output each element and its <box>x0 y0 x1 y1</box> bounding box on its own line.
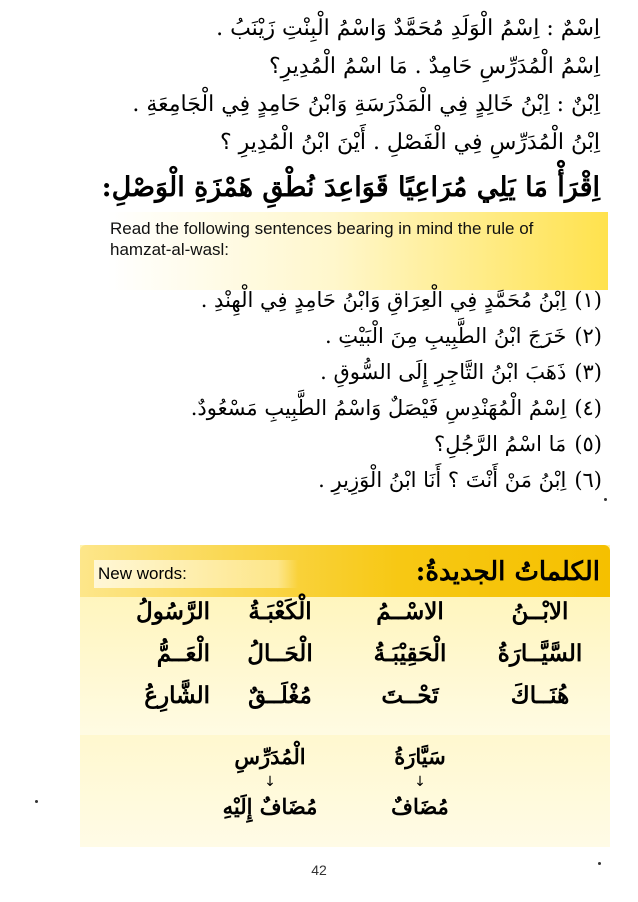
intro-line: اِبْنُ الْمُدَرِّسِ فِي الْفَصْلِ . أَيْنَ ابْنُ الْمُدِيرِ ؟ <box>219 130 600 155</box>
vocab-word: هُنَــاكَ <box>510 681 570 709</box>
vocab-word: الْحَقِيْبَـةُ <box>373 639 447 667</box>
intro-examples <box>40 10 600 162</box>
sentence-number: (٦) <box>574 468 602 492</box>
vocab-row <box>90 590 600 632</box>
sentence-item <box>120 354 602 390</box>
idafa-mudaf <box>350 741 490 823</box>
mudaf-example: سَيَّارَةُ <box>394 744 446 769</box>
sentence-text: خَرَجَ ابْنُ الطَّبِيبِ مِنَ الْبَيْتِ . <box>324 324 567 348</box>
sentence-item <box>120 426 602 462</box>
mudaf-ilayh-example: الْمُدَرِّسِ <box>234 744 306 769</box>
instruction-line-1: Read the following sentences bearing in mind the rule of <box>110 219 534 238</box>
vocab-word: الْكَعْبَـةُ <box>248 597 312 625</box>
vocab-word: تَحْــتَ <box>381 681 439 709</box>
vocab-row <box>90 674 600 716</box>
sentence-number: (٢) <box>574 324 602 348</box>
page-number: 42 <box>311 862 327 878</box>
vocab-grid <box>90 590 600 716</box>
vocab-arabic-title: الكلماتُ الجديدةُ: <box>415 557 600 587</box>
scan-speck <box>598 862 601 865</box>
sentence-text: اِبْنُ مُحَمَّدٍ فِي الْعِرَاقِ وَابْنُ حَامِدٍ فِي الْهِنْدِ . <box>200 288 567 312</box>
idafa-mudaf-ilayh <box>200 741 340 823</box>
sentence-item <box>120 282 602 318</box>
intro-line: اِبْنٌ : اِبْنُ خَالِدٍ فِي الْمَدْرَسَةِ وَابْنُ حَامِدٍ فِي الْجَامِعَةِ . <box>132 92 600 117</box>
vocab-word: السَّيَّــارَةُ <box>497 639 583 667</box>
instruction-text <box>110 218 600 260</box>
sentence-item <box>120 390 602 426</box>
scan-speck <box>35 800 38 803</box>
intro-line: اِسْمُ الْمُدَرِّسِ حَامِدٌ . مَا اسْمُ الْمُدِيرِ؟ <box>268 54 600 79</box>
vocab-word: مُغْلَــقٌ <box>248 681 312 709</box>
sentence-text: مَا اسْمُ الرَّجُلِ؟ <box>434 432 567 456</box>
vocab-word: الاسْــمُ <box>376 597 444 625</box>
down-arrow-icon: ↓ <box>264 774 276 790</box>
vocab-row <box>90 632 600 674</box>
sentence-text: اِبْنُ مَنْ أَنْتَ ؟ أَنَا ابْنُ الْوَزِيرِ . <box>318 468 567 492</box>
idafa-panel <box>80 735 610 847</box>
instruction-line-2: hamzat-al-wasl: <box>110 240 230 259</box>
sentence-number: (٥) <box>574 432 602 456</box>
exercise-heading: اِقْرَأْ مَا يَلِي مُرَاعِيًا قَوَاعِدَ نُطْقِ هَمْزَةِ الْوَصْلِ: <box>101 172 600 203</box>
vocab-word: الْعَــمُّ <box>156 639 210 667</box>
vocab-word: الابْــنُ <box>511 597 569 625</box>
sentence-list <box>120 282 602 498</box>
mudaf-label: مُضَافٌ <box>391 794 449 819</box>
scan-speck <box>604 498 607 501</box>
sentence-number: (١) <box>574 288 602 312</box>
sentence-text: اِسْمُ الْمُهَنْدِسِ فَيْصَلٌ وَاسْمُ الطَّبِيبِ مَسْعُودٌ. <box>190 396 567 420</box>
mudaf-ilayh-label: مُضَافٌ إِلَيْهِ <box>222 794 318 819</box>
sentence-number: (٤) <box>574 396 602 420</box>
sentence-item <box>120 462 602 498</box>
new-words-label: New words: <box>94 560 298 588</box>
sentence-text: ذَهَبَ ابْنُ التَّاجِرِ إِلَى السُّوقِ . <box>320 360 567 384</box>
sentence-item <box>120 318 602 354</box>
vocab-word: الرَّسُولُ <box>136 597 210 625</box>
down-arrow-icon: ↓ <box>414 774 426 790</box>
intro-line: اِسْمٌ : اِسْمُ الْوَلَدِ مُحَمَّدٌ وَاسْمُ الْبِنْتِ زَيْنَبُ . <box>216 16 600 41</box>
vocab-word: الشَّارِعُ <box>144 681 210 709</box>
vocab-word: الْحَــالُ <box>247 639 313 667</box>
sentence-number: (٣) <box>574 360 602 384</box>
